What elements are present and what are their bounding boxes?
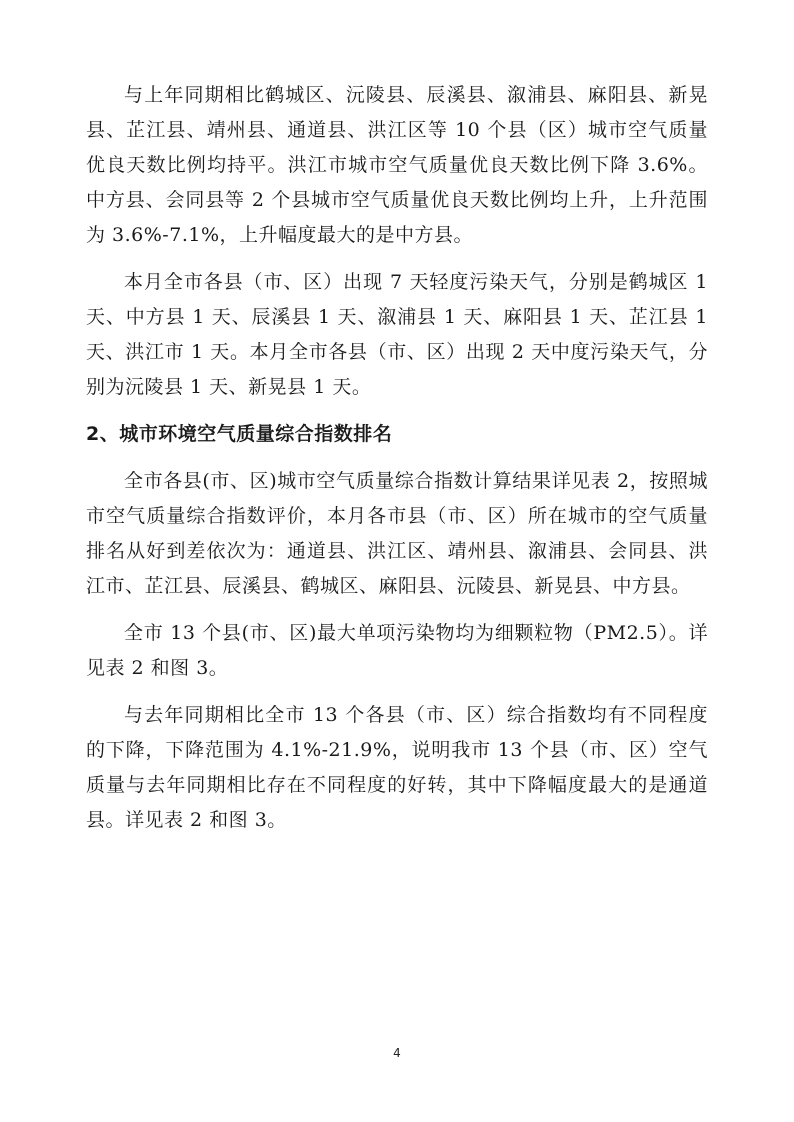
paragraph-pollution-days: 本月全市各县（市、区）出现 7 天轻度污染天气，分别是鹤城区 1 天、中方县 1 天、辰溪县 1 天、溆浦县 1 天、麻阳县 1 天、芷江县 1 天、洪江市 1 天。本月全市各县（市、区）出现 2 天中度污染天气，分别为沅陵县 1 天、新晃县 1 天。	[86, 271, 708, 398]
section-heading: 2、城市环境空气质量综合指数排名	[86, 423, 393, 445]
paragraph-gap	[86, 452, 708, 464]
paragraph-gap	[86, 604, 708, 616]
page-number: 4	[393, 1046, 401, 1060]
paragraph-index-ranking: 全市各县(市、区)城市空气质量综合指数计算结果详见表 2，按照城市空气质量综合指数评价，本月各市县（市、区）所在城市的空气质量排名从好到差依次为：通道县、洪江区、靖州县、溆浦县、会同县、洪江市、芷江县、辰溪县、鹤城区、麻阳县、沅陵县、新晃县、中方县。	[86, 470, 708, 597]
paragraph-yoy-change: 与去年同期相比全市 13 个各县（市、区）综合指数均有不同程度的下降，下降范围为 4.1%-21.9%，说明我市 13 个县（市、区）空气质量与去年同期相比存在不同程度的好转，其中下降幅度最大的是通道县。详见表 2 和图 3。	[86, 704, 708, 831]
paragraph-gap	[86, 253, 708, 265]
paragraph-gap	[86, 405, 708, 417]
paragraph-air-quality-comparison: 与上年同期相比鹤城区、沅陵县、辰溪县、溆浦县、麻阳县、新晃县、芷江县、靖州县、通道县、洪江区等 10 个县（区）城市空气质量优良天数比例均持平。洪江市城市空气质量优良天数比例下降 3.6%。中方县、会同县等 2 个县城市空气质量优良天数比例均上升，上升范围为 3.6%-7.1%，上升幅度最大的是中方县。	[86, 84, 708, 246]
page-content	[86, 78, 708, 838]
paragraph-gap	[86, 686, 708, 698]
paragraph-main-pollutant: 全市 13 个县(市、区)最大单项污染物均为细颗粒物（PM2.5）。详见表 2 和图 3。	[86, 622, 708, 679]
